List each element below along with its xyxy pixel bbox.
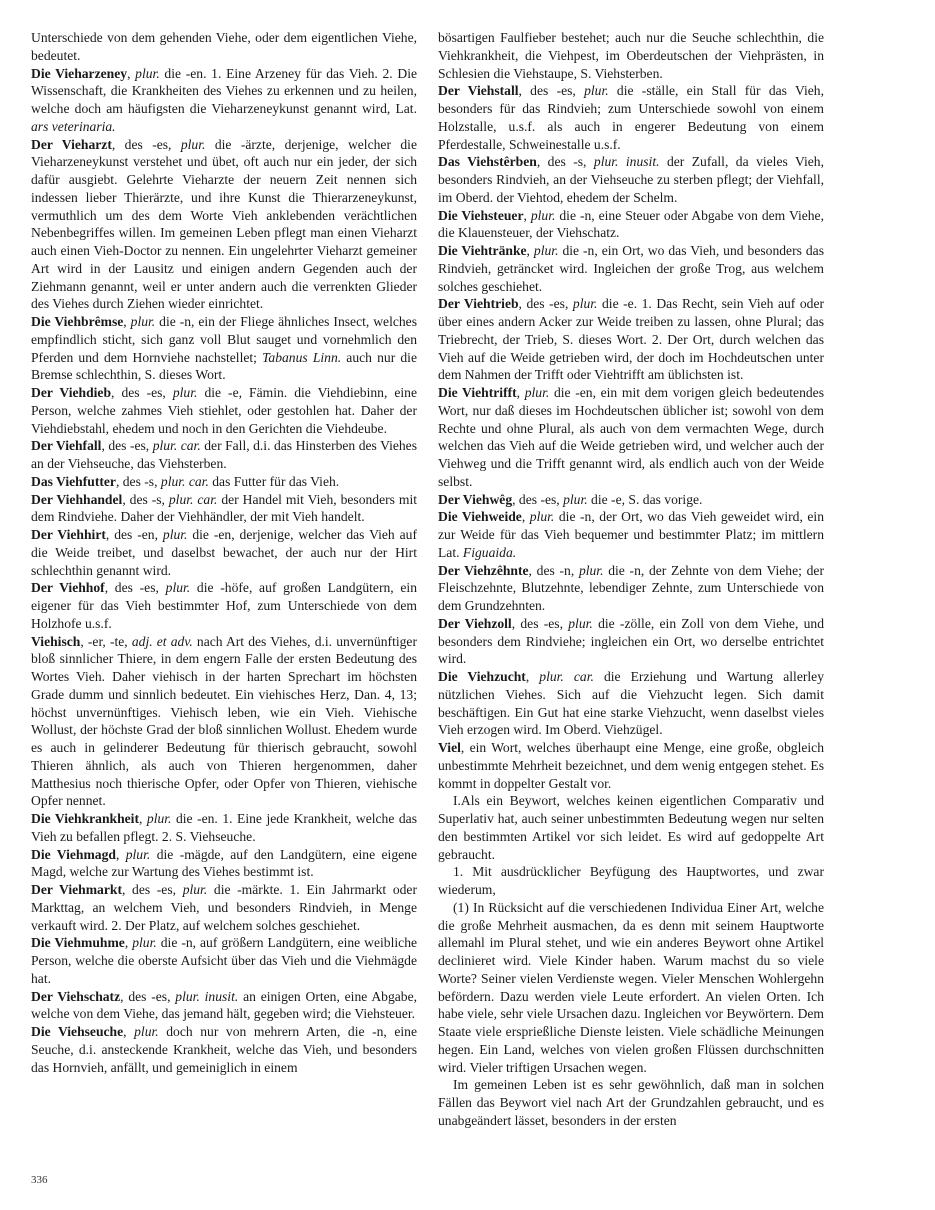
definition-text: der Handel mit Vieh, besonders mit dem Rindviehe. Daher der Viehhändler, der mit Vieh handelt.: [31, 491, 418, 525]
definition-text: die -en. 1. Eine jede Krankheit, welche das Vieh zu befallen pflegt. 2. S. Viehseuche.: [31, 811, 417, 844]
headword: Die Viehmagd: [31, 846, 116, 862]
plural-note: plur. car.: [168, 491, 218, 507]
plural-note: plur.: [584, 83, 609, 99]
headword: Der Viehwêg: [438, 491, 513, 507]
headword: Der Viehdieb: [31, 385, 112, 400]
headword: Der Viehzoll: [438, 615, 512, 631]
definition-text: auch nur die Bremse schlechthin, S. dieses Wort.: [31, 349, 417, 383]
plural-note: plur.: [134, 1024, 159, 1039]
paragraph-text: 1. Mit ausdrücklicher Beyfügung des Hauptwortes, und zwar wiederum,: [438, 864, 824, 897]
definition-text: das Futter für das Vieh.: [208, 473, 340, 489]
grammar-text: , des -es,: [101, 438, 153, 454]
definition-text: die -e, S. das vorige.: [587, 491, 703, 507]
entry: [438, 562, 824, 615]
headword: Der Viehschatz: [31, 988, 121, 1004]
grammar-text: , -er, -te,: [80, 633, 132, 649]
left-column: [31, 29, 417, 1076]
latin-term: Figuaida.: [462, 544, 517, 560]
paragraph: [438, 863, 824, 899]
entry: [438, 668, 824, 739]
grammar-text: , des -s,: [536, 154, 594, 170]
headword: Der Vieharzt: [31, 136, 112, 152]
headword: Der Viehtrieb: [438, 296, 519, 312]
grammar-text: ,: [127, 65, 136, 81]
definition-text: die -n, auf größern Landgütern, eine weibliche Person, welche die oberste Aufsicht über das Vieh und die Viehmägde hat.: [31, 935, 418, 986]
headword: Die Viehbrêmse: [31, 314, 124, 329]
grammar-text: , des -s,: [115, 473, 161, 489]
grammar-text: ,: [124, 935, 133, 951]
entry: [438, 491, 824, 509]
entry: [438, 29, 824, 82]
plural-note: plur.: [162, 527, 188, 542]
entry: [31, 437, 417, 473]
entry: [438, 207, 824, 243]
definition-text: die -ställe, ein Stall für das Vieh, besonders für das Rindvieh; zum Unterschiede sowohl von einem Holzstalle, u.s.f. als auch in engerer Bedeutung von einem Pferdestalle, Schweinestalle u.s.f.: [438, 83, 824, 152]
entry: [31, 1023, 417, 1076]
definition-text: die -en, derjenige, welcher das Vieh auf die Weide treibet, und daselbst bewachet, der auch nur der Hirt schlechthin genannt wird.: [31, 527, 417, 578]
plural-note: plur.: [529, 509, 555, 525]
entry: [31, 473, 417, 491]
definition-text: die -en, ein mit dem vorigen gleich bedeutendes Wort, nur daß dieses im Hochdeutschen üblicher ist; sowohl von dem Rechte und ohne Plural, als auch von dem vermachten Wege, durch welchen das Vieh auf die Weide getrieben wird, und welcher auch der Viehweg und die Trifft genannt wird, als endlich auch von der Weide selbst.: [438, 385, 824, 489]
plural-note: plur.: [568, 615, 593, 631]
headword: Die Viehsteuer: [438, 207, 524, 223]
grammar-text: , des -es,: [121, 882, 183, 897]
entry: [31, 65, 417, 136]
grammar-text: , des -en,: [105, 527, 163, 542]
grammar-text: , des -es,: [512, 491, 564, 507]
entry: [31, 384, 417, 437]
headword: Die Viehseuche: [31, 1024, 124, 1039]
definition-text: die -n, ein der Fliege ähnliches Insect, welches empfindlich sticht, sich ganz voll Blut sauget und vornehmlich den Pferden und dem Hornviehe nachstellet;: [31, 314, 417, 365]
definition-text: die Erziehung und Wartung allerley nützlichen Viehes. Sich auf die Viehzucht legen. Sich damit beschäftigen. Ein Gut hat eine starke Viehzucht, wenn daselbst vieles Vieh erzogen wird. Im Oberd. Viehzügel.: [438, 669, 824, 738]
entry: [438, 615, 824, 668]
paragraph: [438, 899, 824, 1077]
entry: [438, 295, 824, 384]
entry: [31, 491, 417, 527]
plural-note: plur.: [530, 207, 556, 223]
entry: [438, 153, 824, 206]
definition-text: die -en. 1. Eine Arzeney für das Vieh. 2. Die Wissenschaft, die Krankheiten des Viehes zu erkennen und zu heilen, welche doch am häufigsten die Vieharzeneykunst genannt wird, Lat.: [31, 65, 418, 116]
paragraph: [438, 792, 824, 863]
definition-text: die -mägde, auf den Landgütern, eine eigene Magd, welche zur Wartung des Viehes bestimmt ist.: [31, 846, 417, 880]
plural-note: plur.: [533, 243, 559, 258]
entry: [438, 508, 824, 561]
grammar-text: ,: [138, 811, 147, 826]
paragraph-text: Im gemeinen Leben ist es sehr gewöhnlich, daß man in solchen Fällen das Beywort viel nach Art der Grundzahlen gebraucht, und es unabgeändert lässet, besonders in der ersten: [438, 1077, 824, 1128]
plural-note: plur.: [578, 562, 604, 578]
paragraph: [438, 1076, 824, 1129]
entry: [438, 242, 824, 295]
plural-note: plur.: [563, 491, 588, 507]
page-number: 336: [31, 1174, 48, 1186]
plural-note: plur. inusit.: [175, 988, 239, 1004]
definition-text: an einigen Orten, eine Abgabe, welche von dem Viehe, das jemand hält, gegeben wird; die Viehsteuer.: [31, 988, 418, 1022]
headword: Der Viehfall: [31, 438, 102, 454]
part-of-speech: adj. et adv.: [131, 633, 193, 649]
headword: Die Viehtrifft: [438, 385, 517, 400]
definition-text: die -n, ein Ort, wo das Vieh, und besonders das Rindvieh, geträncket wird. Ingleichen der große Trog, aus welchem solches geschiehet.: [438, 243, 824, 294]
plural-note: plur.: [130, 314, 156, 329]
entry: [31, 579, 417, 632]
entry: [31, 633, 417, 811]
grammar-text: ,: [123, 1024, 135, 1039]
definition-text: die -n, der Zehnte von dem Viehe; der Fleischzehnte, Blutzehnte, lebendiger Zehnte, zum Unterschiede von dem Grundzehnten.: [438, 562, 824, 613]
grammar-text: , des -n,: [528, 562, 579, 578]
headword: Der Viehhirt: [31, 527, 106, 542]
definition-text: die -n, eine Steuer oder Abgabe von dem Viehe, die Klauensteuer, der Viehschatz.: [438, 207, 824, 241]
plural-note: plur.: [132, 935, 157, 951]
headword: Viel: [438, 740, 461, 755]
definition-text: die -e, Fämin. die Viehdiebinn, eine Person, welche zahmes Vieh stiehlet, oder gestohlen hat. Daher der Viehdiebstahl, ehedem und noch in den Gerichten die Viehdeube.: [31, 385, 418, 436]
headword: Der Viehstall: [438, 83, 519, 99]
grammar-text: , des -s,: [122, 491, 169, 507]
entry: [31, 313, 417, 384]
headword: Die Viehzucht: [438, 669, 526, 684]
definition-text: nach Art des Viehes, d.i. unvernünftiger bloß sinnlicher Thiere, in dem engern Falle der ersten Bedeutung des Wortes Vieh. Daher viehisch in der harten Sprechart im höchsten Grade dumm und sinnlich bedeutet. Ein viehisches Herz, Dan. 4, 13; höchst unvernünftiges. Viehisch leben, wie ein Vieh. Viehische Wollust, der höchste Grad der bloß sinnlichen Wollust. Ehedem wurde es auch in gelinderer Bedeutung für thierisch gebraucht, sowohl Thieren ähnlich, als auch von Thieren hergenommen, daher Matthesius noch thierische Opfer, oder Opfer von Thieren, viehische Opfer nennet.: [31, 633, 417, 809]
headword: Das Viehstêrben: [438, 154, 537, 170]
headword: Das Viehfutter: [31, 473, 116, 489]
headword: Der Viehhandel: [31, 491, 123, 507]
plural-note: plur.: [182, 882, 208, 897]
grammar-text: ,: [115, 846, 126, 862]
entry: [31, 136, 417, 314]
plural-note: plur.: [146, 811, 172, 826]
grammar-text: ,: [526, 243, 534, 258]
definition-text: die -märkte. 1. Ein Jahrmarkt oder Markttag, an welchem Vieh, und besonders Rindvieh, in Menge verkauft wird. 2. Der Platz, auf welchem solches geschiehet.: [31, 882, 417, 933]
entry: [438, 384, 824, 491]
entry: [31, 526, 417, 579]
plural-note: plur.: [125, 846, 151, 862]
definition-text: die -zölle, ein Zoll von dem Viehe, und besonders dem Rindviehe; ingleichen ein Ort, wo derselbe entrichtet wird.: [438, 615, 825, 667]
plural-note: plur.: [135, 65, 160, 81]
latin-term: ars veterinaria.: [31, 118, 116, 134]
entry-text: bösartigen Faulfieber bestehet; auch nur die Seuche schlechthin, die Viehkrankheit, die Viehpest, im Oberdeutschen der Viehprästen, in Schlesien die Viehstaupe, S. Viehsterben.: [438, 30, 824, 81]
plural-note: plur. car.: [539, 669, 594, 684]
right-column: [438, 29, 824, 1130]
grammar-text: , des -es,: [111, 385, 173, 400]
grammar-text: ,: [525, 669, 540, 684]
headword: Die Viehkrankheit: [31, 811, 139, 826]
grammar-text: ,: [521, 509, 530, 525]
grammar-text: ,: [516, 385, 525, 400]
grammar-text: , des -es,: [518, 83, 585, 99]
latin-term: Tabanus Linn.: [262, 349, 342, 365]
entry: [31, 29, 417, 65]
headword: Der Viehmarkt: [31, 882, 122, 897]
entry: [438, 739, 824, 792]
grammar-text: , des -es,: [511, 615, 569, 631]
grammar-text: ,: [523, 207, 531, 223]
definition-text: die -n, der Ort, wo das Vieh geweidet wird, ein zur Weide für das Vieh bequemer und bestimmter Platz; im mittlern Lat.: [438, 509, 824, 560]
headword: Der Viehzêhnte: [438, 562, 529, 578]
headword: Die Vieharzeney: [31, 65, 128, 81]
grammar-text: , des -es,: [111, 136, 181, 152]
plural-note: plur. car.: [152, 438, 201, 454]
headword: Die Viehmuhme: [31, 935, 125, 951]
definition-text: der Fall, d.i. das Hinsterben des Viehes an der Viehseuche, das Viehsterben.: [31, 438, 418, 471]
paragraph-text: I.Als ein Beywort, welches keinen eigentlichen Comparativ und Superlativ hat, auch seiner unbestimmten Bedeutung wegen nur selten den bestimmten Artikel vor sich leidet. Es wird auf gedoppelte Art gebraucht.: [438, 793, 824, 862]
entry: [438, 82, 824, 153]
headword: Der Viehhof: [31, 580, 105, 596]
headword: Die Viehtränke: [438, 243, 527, 258]
definition-text: die -ärzte, derjenige, welcher die Vieharzeneykunst verstehet und übet, oft auch nur ein jeder, der sich dafür ausgiebt. Gelehrte Vieharzte der neuern Zeit nennen sich indessen lieber Thierärzte, und ihre Kunst die Thierarzeneykunst, vermuthlich um des dem Worte Vieh anklebenden verächtlichen Nebenbegriffes willen. Im gemeinen Leben pflegt man einen Vieharzt auch einen Vieh-Doctor zu nennen. Ein ungelehrter Vieharzt gemeiner Art wird in der Lausitz und einigen andern Gegenden auch der Ziehmann genannt, weil er unter andern auch die verrenkten Glieder des Viehes durch Ziehen wieder einrichtet.: [31, 136, 417, 312]
plural-note: plur.: [180, 136, 206, 152]
paragraph-text: (1) In Rücksicht auf die verschiedenen Individua Einer Art, welche die große Mehrheit ausmachen, da es denn mit seinem Hauptworte allemahl im Plural stehet, und wie ein anderes Beywort ohne Artikel declinieret wird. Viele Kinder haben. Warum machst du so viele Worte? Seiner vielen Verdienste wegen. Vieler Menschen Wohlergehn befördern. Dazu werden viele Leute erfordert. An vielen Orten. Ich habe viele, sehr viele Ursachen dazu. Ingleichen vor Beywörtern. Dem Staate viele ersprießliche Dienste leisten. Viele schädliche Meinungen hegen. Ein Land, welches von vielen großen Flüssen durchschnitten wird. Vieler triftigen Ursachen wegen.: [438, 899, 824, 1075]
entry: [31, 988, 417, 1024]
entry-text: Unterschiede von dem gehenden Viehe, oder dem eigentlichen Viehe, bedeutet.: [31, 30, 417, 63]
plural-note: plur.: [165, 580, 191, 596]
plural-note: plur.: [524, 385, 550, 400]
grammar-text: , des -es,: [518, 296, 573, 312]
plural-note: plur.: [172, 385, 198, 400]
headword: Viehisch: [31, 633, 81, 649]
plural-note: plur. inusit.: [593, 154, 660, 170]
definition-text: der Zufall, da vieles Vieh, besonders Rindvieh, an der Viehseuche zu sterben pflegt; der Viehfall, im Oberd. der Viehtod, ehedem der Schelm.: [438, 154, 824, 205]
grammar-text: , des -es,: [104, 580, 166, 596]
definition-text: die -höfe, auf großen Landgütern, ein eigener für das Vieh bestimmter Hof, zum Unterschiede von dem Holzhofe u.s.f.: [31, 580, 417, 631]
plural-note: plur.: [572, 296, 598, 312]
plural-note: plur. car.: [160, 473, 209, 489]
entry: [31, 881, 417, 934]
definition-text: , ein Wort, welches überhaupt eine Menge, eine große, obgleich unbestimmte Mehrheit bezeichnet, und dem wenig entgegen stehet. Es kommt in doppelter Gestalt vor.: [438, 740, 824, 791]
definition-text: doch nur von mehrern Arten, die -n, eine Seuche, d.i. ansteckende Krankheit, welche das Vieh, und besonders das Hornvieh, anfällt, und gemeiniglich in einem: [31, 1024, 418, 1075]
headword: Die Viehweide: [438, 509, 522, 525]
entry: [31, 846, 417, 882]
entry: [31, 934, 417, 987]
grammar-text: ,: [123, 314, 131, 329]
entry: [31, 810, 417, 846]
grammar-text: , des -es,: [120, 988, 176, 1004]
definition-text: die -e. 1. Das Recht, sein Vieh auf oder über eines andern Acker zur Weide treiben zu lassen, ohne Plural; das Triebrecht, der Trieb, S. dieses Wort. 2. Der Ort, durch welchen das Vieh auf die Weide getrieben wird, der doch im Hochdeutschen unter dem Nahmen der Trifft oder Viehtrifft am üblichsten ist.: [438, 296, 825, 383]
